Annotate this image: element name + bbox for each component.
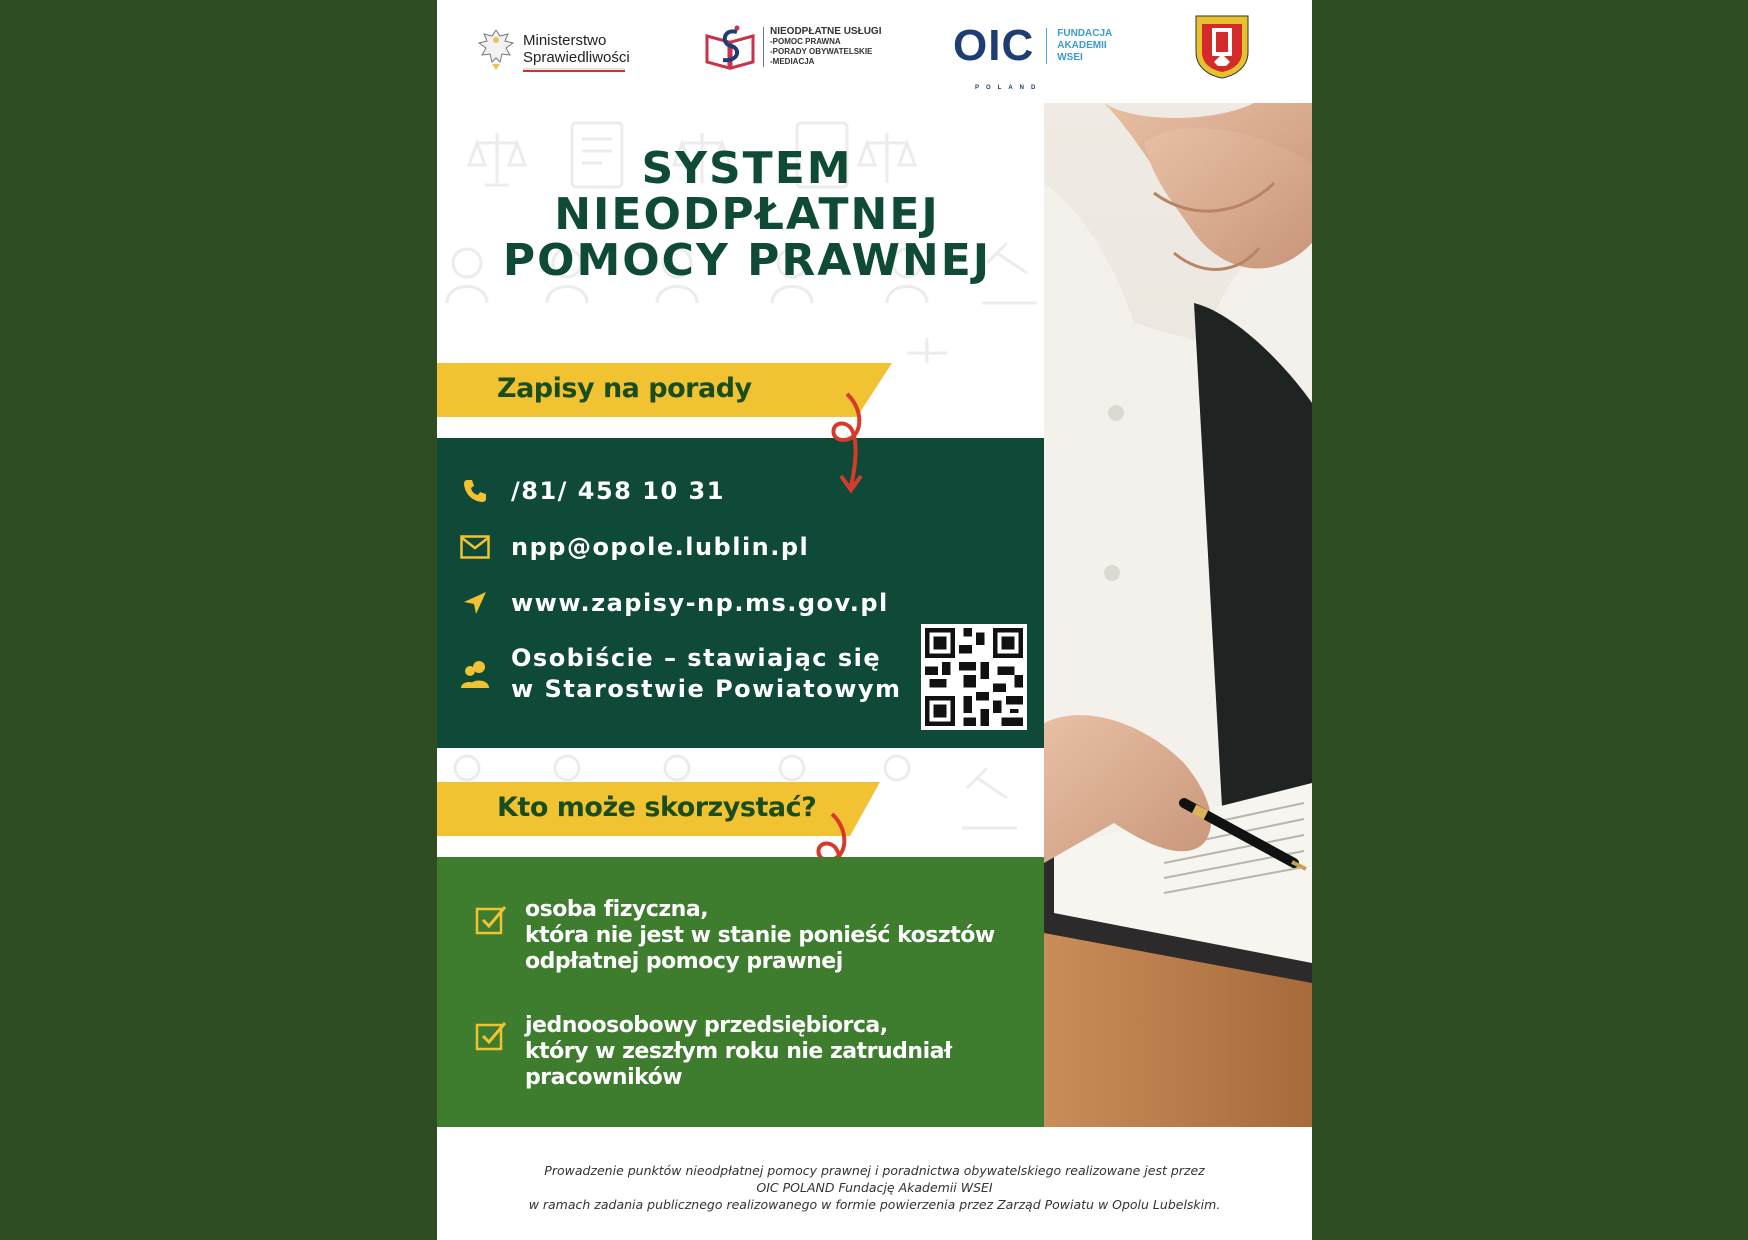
in-person-row bbox=[459, 643, 902, 705]
services-legal-aid: -POMOC PRAWNA bbox=[770, 37, 841, 46]
mail-icon bbox=[459, 531, 491, 563]
footer-line3: w ramach zadania publicznego realizowanego w formie powierzenia przez Zarząd Powiatu w Opolu Lubelskim. bbox=[528, 1197, 1221, 1212]
ministry-logo bbox=[475, 26, 630, 72]
eligibility-banner-label: Kto może skorzystać? bbox=[497, 792, 817, 823]
phone-number: /81/ 458 10 31 bbox=[511, 476, 725, 505]
item1-line3: odpłatnej pomocy prawnej bbox=[525, 949, 843, 974]
title-line1: SYSTEM bbox=[641, 143, 853, 194]
checkbox-icon bbox=[475, 903, 507, 935]
title-line3: POMOCY PRAWNEJ bbox=[502, 235, 992, 286]
item2-line2: który w zeszłym roku nie zatrudniał bbox=[525, 1039, 952, 1064]
eligibility-panel bbox=[437, 857, 1044, 1127]
email-address: npp@opole.lublin.pl bbox=[511, 532, 810, 561]
title-line2: NIEODPŁATNEJ bbox=[554, 189, 940, 240]
services-mediation: -MEDIACJA bbox=[770, 57, 815, 66]
item1-line1: osoba fizyczna, bbox=[525, 897, 709, 922]
eligibility-item bbox=[475, 1013, 952, 1091]
ministry-name-line1: Ministerstwo bbox=[523, 32, 607, 49]
contact-panel bbox=[437, 438, 1044, 748]
services-emblem-icon bbox=[703, 22, 757, 72]
footer bbox=[437, 1127, 1312, 1240]
oic-poland-logo bbox=[953, 21, 1113, 91]
registration-banner-label: Zapisy na porady bbox=[497, 373, 752, 404]
header-logos bbox=[437, 0, 1312, 103]
website-url: www.zapisy-np.ms.gov.pl bbox=[511, 588, 889, 617]
phone-icon bbox=[459, 475, 491, 507]
services-title: NIEODPŁATNE USŁUGI bbox=[770, 26, 882, 37]
poster bbox=[437, 0, 1312, 1240]
poster-title bbox=[437, 143, 1057, 286]
footer-line1: Prowadzenie punktów nieodpłatnej pomocy prawnej i poradnictwa obywatelskiego realizowane jest przez bbox=[544, 1163, 1205, 1178]
phone-row bbox=[459, 475, 725, 507]
oic-poland-label: POLAND bbox=[975, 85, 1043, 91]
flag-bar bbox=[523, 68, 625, 72]
free-services-logo bbox=[703, 22, 881, 72]
foundation-line3: WSEI bbox=[1057, 52, 1083, 63]
people-icon bbox=[459, 658, 491, 690]
oic-wordmark: OIC bbox=[953, 21, 1035, 70]
ministry-name-line2: Sprawiedliwości bbox=[523, 49, 630, 66]
eligibility-item bbox=[475, 897, 995, 975]
footer-line2: OIC POLAND Fundację Akademii WSEI bbox=[756, 1180, 993, 1195]
foundation-line2: AKADEMII bbox=[1057, 40, 1107, 51]
email-row bbox=[459, 531, 809, 563]
county-coat-of-arms-icon bbox=[1194, 14, 1250, 80]
services-civic-advice: -PORADY OBYWATELSKIE bbox=[770, 47, 873, 56]
checkbox-icon bbox=[475, 1019, 507, 1051]
lawyer-signing-photo bbox=[1044, 103, 1312, 1127]
foundation-line1: FUNDACJA bbox=[1057, 28, 1113, 39]
swirl-arrow-icon bbox=[807, 390, 877, 500]
in-person-line2: w Starostwie Powiatowym bbox=[511, 675, 902, 703]
in-person-line1: Osobiście – stawiając się bbox=[511, 644, 882, 672]
send-arrow-icon bbox=[459, 587, 491, 619]
item2-line1: jednoosobowy przedsiębiorca, bbox=[525, 1013, 888, 1038]
qr-code[interactable] bbox=[921, 624, 1027, 730]
item1-line2: która nie jest w stanie ponieść kosztów bbox=[525, 923, 995, 948]
item2-line3: pracowników bbox=[525, 1065, 683, 1090]
eagle-emblem-icon bbox=[475, 26, 517, 72]
website-row bbox=[459, 587, 889, 619]
